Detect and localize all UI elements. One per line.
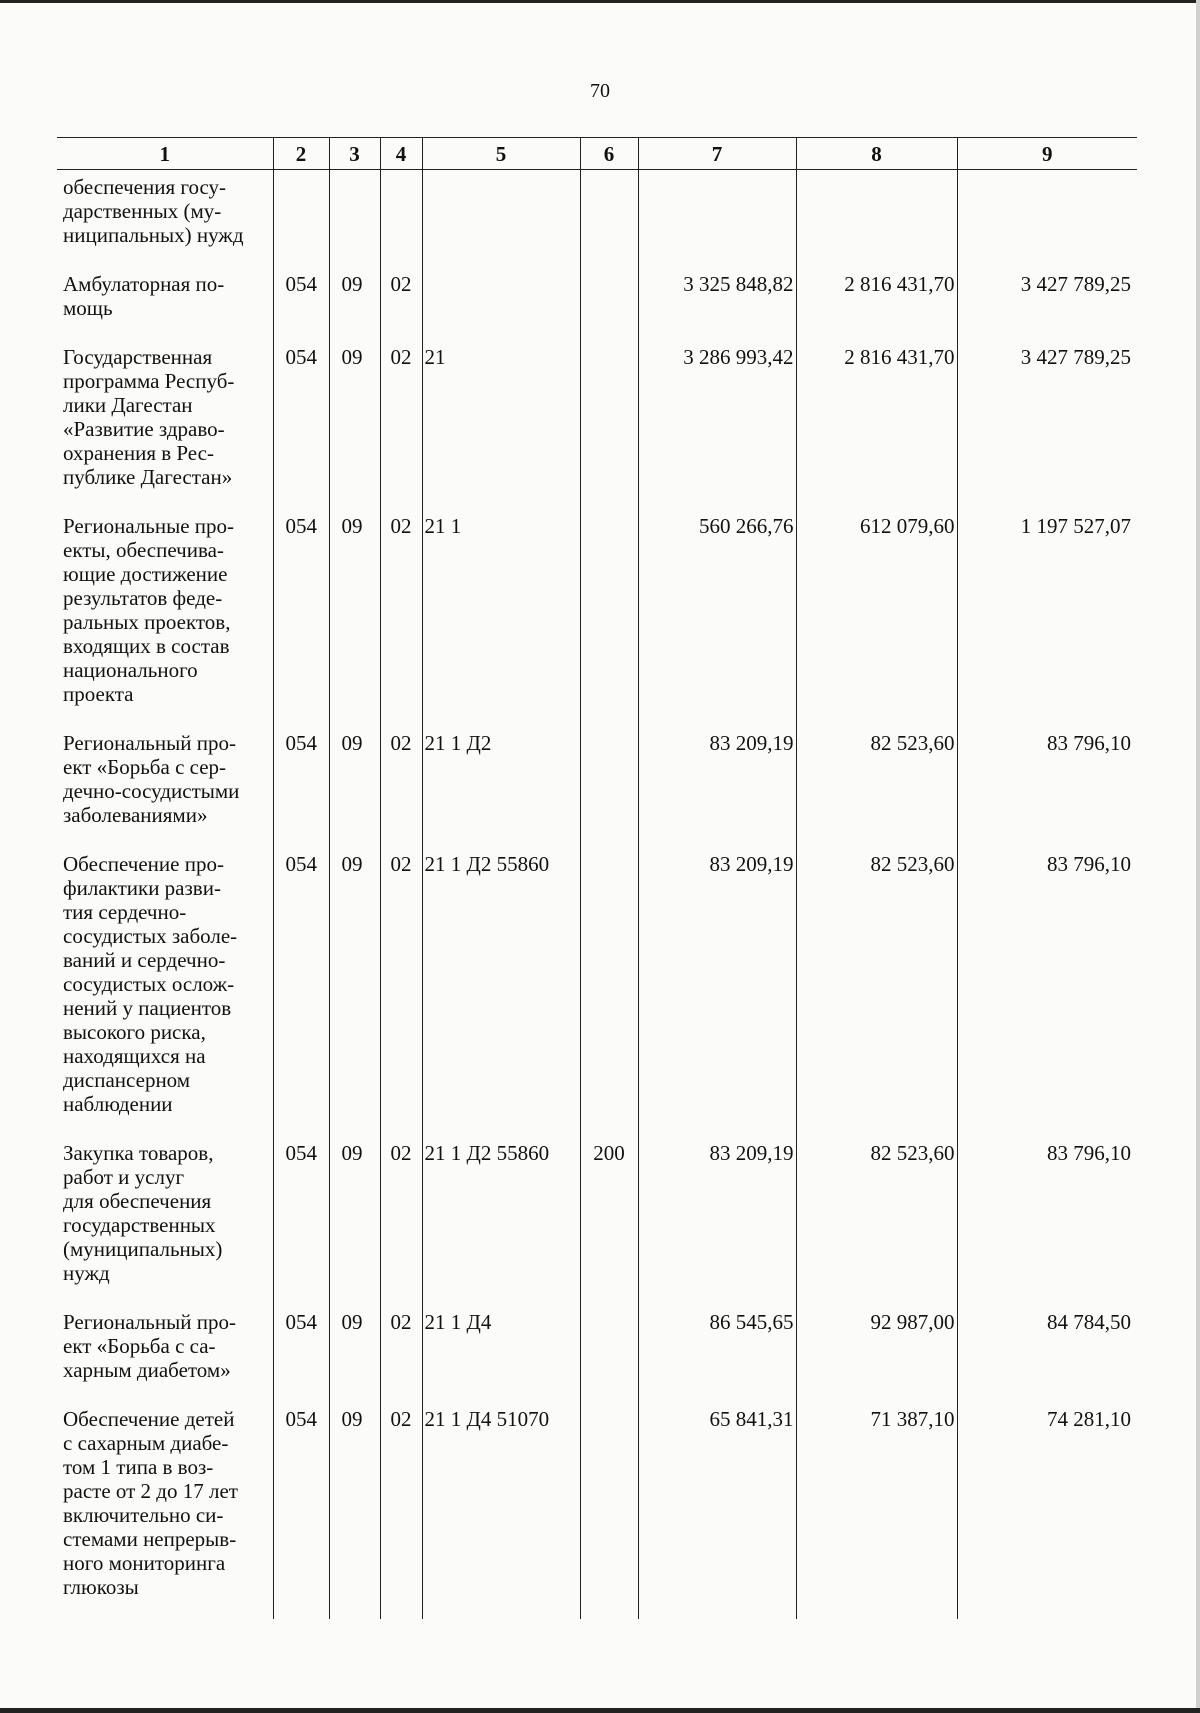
cell-value: 2 816 431,70 — [844, 272, 955, 296]
cell-value: 21 — [424, 345, 446, 369]
column-header-4: 4 — [380, 138, 422, 170]
cell-col9 — [957, 726, 1137, 847]
cell-value: 09 — [341, 1310, 363, 1334]
row-name: Закупка товаров, работ и услуг для обеспечения государственных (муниципальных) нужд — [63, 1141, 223, 1285]
cell-value: 02 — [390, 731, 412, 755]
cell-col3 — [329, 726, 380, 847]
cell-col6 — [580, 1136, 638, 1305]
cell-col3 — [329, 170, 380, 268]
row-name: Амбулаторная по- мощь — [63, 272, 225, 320]
column-header-6: 6 — [580, 138, 638, 170]
cell-col6 — [580, 509, 638, 726]
row-name-cell — [57, 1305, 273, 1402]
cell-col5 — [422, 1305, 580, 1402]
cell-col3 — [329, 267, 380, 340]
cell-col9 — [957, 509, 1137, 726]
cell-col3 — [329, 340, 380, 509]
cell-value: 21 1 Д4 — [424, 1310, 492, 1334]
cell-value: 83 209,19 — [709, 731, 794, 755]
cell-value — [286, 170, 329, 175]
cell-value: 82 523,60 — [870, 852, 955, 876]
column-header-8: 8 — [796, 138, 957, 170]
row-name: обеспечения госу- дарственных (му- ниципальных) нужд — [63, 175, 244, 247]
cell-col2 — [273, 1402, 329, 1619]
column-header-5: 5 — [422, 138, 580, 170]
top-scan-border — [0, 0, 1200, 3]
cell-value: 83 796,10 — [1047, 1141, 1131, 1165]
cell-col8 — [796, 340, 957, 509]
row-name: Региональные про- екты, обеспечива- ющие достижение результатов феде- ральных проектов, входящих в состав национального проекта — [63, 514, 235, 706]
cell-value: 02 — [390, 345, 412, 369]
cell-value: 054 — [285, 345, 317, 369]
cell-value: 09 — [341, 514, 363, 538]
bottom-scan-border — [0, 1708, 1200, 1713]
cell-value: 054 — [285, 514, 317, 538]
cell-col4 — [380, 847, 422, 1136]
cell-value: 09 — [341, 731, 363, 755]
cell-col2 — [273, 1305, 329, 1402]
cell-col5 — [422, 170, 580, 268]
header-row — [57, 138, 1137, 170]
cell-value — [581, 170, 638, 175]
cell-col6 — [580, 267, 638, 340]
column-header-3: 3 — [329, 138, 380, 170]
cell-col2 — [273, 509, 329, 726]
table-row — [57, 726, 1137, 847]
cell-col8 — [796, 726, 957, 847]
cell-value — [581, 726, 638, 731]
cell-value: 09 — [341, 1141, 363, 1165]
row-name-cell — [57, 726, 273, 847]
cell-col7 — [638, 847, 796, 1136]
table-row — [57, 509, 1137, 726]
column-header-9: 9 — [957, 138, 1137, 170]
cell-value — [797, 170, 955, 175]
cell-col6 — [580, 726, 638, 847]
table-row — [57, 340, 1137, 509]
cell-value: 83 796,10 — [1047, 731, 1131, 755]
cell-value: 02 — [390, 852, 412, 876]
cell-value: 21 1 — [424, 514, 462, 538]
row-name-cell — [57, 509, 273, 726]
cell-col6 — [580, 340, 638, 509]
cell-value: 83 796,10 — [1047, 852, 1131, 876]
cell-value: 21 1 Д2 — [424, 731, 492, 755]
cell-value: 74 281,10 — [1047, 1407, 1131, 1431]
cell-col8 — [796, 1402, 957, 1619]
cell-value: 09 — [341, 345, 363, 369]
cell-col6 — [580, 1402, 638, 1619]
cell-value: 1 197 527,07 — [1020, 514, 1131, 538]
cell-value: 054 — [285, 1141, 317, 1165]
cell-col7 — [638, 1136, 796, 1305]
cell-value: 09 — [341, 272, 363, 296]
row-name: Региональный про- ект «Борьба с сер- дечно-сосудистыми заболеваниями» — [63, 731, 240, 827]
cell-col8 — [796, 1305, 957, 1402]
cell-value: 21 1 Д2 55860 — [424, 1141, 550, 1165]
cell-col3 — [329, 847, 380, 1136]
cell-value: 09 — [341, 1407, 363, 1431]
cell-value: 560 266,76 — [699, 514, 794, 538]
cell-col5 — [422, 726, 580, 847]
cell-value: 02 — [390, 1310, 412, 1334]
cell-value: 71 387,10 — [870, 1407, 955, 1431]
cell-value — [581, 1305, 638, 1310]
cell-value: 200 — [593, 1141, 625, 1165]
cell-col9 — [957, 1305, 1137, 1402]
cell-col9 — [957, 847, 1137, 1136]
cell-col9 — [957, 1136, 1137, 1305]
column-header-7: 7 — [638, 138, 796, 170]
cell-value — [958, 170, 1132, 175]
cell-value: 21 1 Д4 51070 — [424, 1407, 550, 1431]
cell-value: 054 — [285, 272, 317, 296]
row-name-cell — [57, 340, 273, 509]
cell-col7 — [638, 340, 796, 509]
cell-col5 — [422, 1402, 580, 1619]
cell-col9 — [957, 1402, 1137, 1619]
cell-col7 — [638, 267, 796, 340]
row-name-cell — [57, 1402, 273, 1619]
cell-col2 — [273, 267, 329, 340]
row-name: Региональный про- ект «Борьба с са- харным диабетом» — [63, 1310, 236, 1382]
cell-value — [581, 1402, 638, 1407]
cell-col5 — [422, 340, 580, 509]
table-row — [57, 1305, 1137, 1402]
cell-value: 054 — [285, 1407, 317, 1431]
cell-col4 — [380, 170, 422, 268]
cell-col7 — [638, 509, 796, 726]
cell-col3 — [329, 509, 380, 726]
cell-value: 3 325 848,82 — [683, 272, 794, 296]
cell-value: 3 427 789,25 — [1020, 345, 1131, 369]
cell-value — [581, 340, 638, 345]
cell-col2 — [273, 1136, 329, 1305]
cell-value: 2 816 431,70 — [844, 345, 955, 369]
table-row — [57, 847, 1137, 1136]
cell-col8 — [796, 847, 957, 1136]
cell-col8 — [796, 267, 957, 340]
cell-col7 — [638, 1402, 796, 1619]
cell-col3 — [329, 1136, 380, 1305]
cell-col6 — [580, 1305, 638, 1402]
cell-col2 — [273, 847, 329, 1136]
cell-col9 — [957, 170, 1137, 268]
cell-col7 — [638, 1305, 796, 1402]
cell-value — [425, 170, 580, 175]
cell-value: 02 — [390, 1141, 412, 1165]
table-row — [57, 170, 1137, 268]
row-name-cell — [57, 1136, 273, 1305]
cell-value — [639, 170, 794, 175]
cell-col6 — [580, 170, 638, 268]
right-scan-edge — [1196, 0, 1200, 1713]
table-row — [57, 267, 1137, 340]
cell-value: 02 — [390, 514, 412, 538]
cell-col2 — [273, 170, 329, 268]
cell-value: 92 987,00 — [870, 1310, 955, 1334]
cell-col4 — [380, 1136, 422, 1305]
cell-col5 — [422, 1136, 580, 1305]
cell-value — [342, 170, 380, 175]
cell-value: 65 841,31 — [709, 1407, 794, 1431]
cell-value: 054 — [285, 731, 317, 755]
cell-value: 83 209,19 — [709, 852, 794, 876]
cell-value: 3 427 789,25 — [1020, 272, 1131, 296]
table-row — [57, 1136, 1137, 1305]
cell-value: 054 — [285, 852, 317, 876]
cell-col8 — [796, 1136, 957, 1305]
cell-value — [581, 267, 638, 272]
cell-col2 — [273, 340, 329, 509]
row-name: Обеспечение про- филактики разви- тия сердечно- сосудистых заболе- ваний и сердечно- сосудистых ослож- нений у пациентов высокого риска, находящихся на диспансерном наблюдении — [63, 852, 238, 1116]
cell-value: 02 — [390, 1407, 412, 1431]
cell-col2 — [273, 726, 329, 847]
cell-value — [391, 170, 422, 175]
row-name: Государственная программа Респуб- лики Дагестан «Развитие здраво- охранения в Рес- публике Дагестан» — [63, 345, 235, 489]
row-name-cell — [57, 170, 273, 268]
cell-col8 — [796, 509, 957, 726]
cell-value — [581, 509, 638, 514]
cell-value: 054 — [285, 1310, 317, 1334]
cell-col7 — [638, 170, 796, 268]
cell-col5 — [422, 847, 580, 1136]
cell-value: 21 1 Д2 55860 — [424, 852, 550, 876]
cell-col4 — [380, 267, 422, 340]
row-name-cell — [57, 267, 273, 340]
cell-value — [581, 847, 638, 852]
cell-col4 — [380, 509, 422, 726]
cell-value: 86 545,65 — [709, 1310, 794, 1334]
cell-col8 — [796, 170, 957, 268]
budget-table — [57, 137, 1137, 1619]
column-header-1: 1 — [57, 138, 273, 170]
table-row — [57, 1402, 1137, 1619]
cell-value: 82 523,60 — [870, 1141, 955, 1165]
cell-value — [425, 267, 580, 272]
cell-col3 — [329, 1402, 380, 1619]
cell-value: 3 286 993,42 — [683, 345, 794, 369]
cell-value: 02 — [390, 272, 412, 296]
cell-value: 612 079,60 — [860, 514, 955, 538]
cell-col4 — [380, 1402, 422, 1619]
cell-col4 — [380, 340, 422, 509]
cell-col4 — [380, 1305, 422, 1402]
cell-value: 82 523,60 — [870, 731, 955, 755]
cell-value: 84 784,50 — [1047, 1310, 1131, 1334]
cell-col3 — [329, 1305, 380, 1402]
row-name: Обеспечение детей с сахарным диабе- том 1 типа в воз- расте от 2 до 17 лет включительно си- стемами непрерыв- ного мониторинга глюкозы — [63, 1407, 238, 1599]
cell-col4 — [380, 726, 422, 847]
cell-col6 — [580, 847, 638, 1136]
cell-value: 09 — [341, 852, 363, 876]
cell-col5 — [422, 267, 580, 340]
cell-value: 83 209,19 — [709, 1141, 794, 1165]
column-header-2: 2 — [273, 138, 329, 170]
cell-col5 — [422, 509, 580, 726]
cell-col7 — [638, 726, 796, 847]
cell-col9 — [957, 340, 1137, 509]
row-name-cell — [57, 847, 273, 1136]
page-number: 70 — [590, 80, 610, 102]
cell-col9 — [957, 267, 1137, 340]
